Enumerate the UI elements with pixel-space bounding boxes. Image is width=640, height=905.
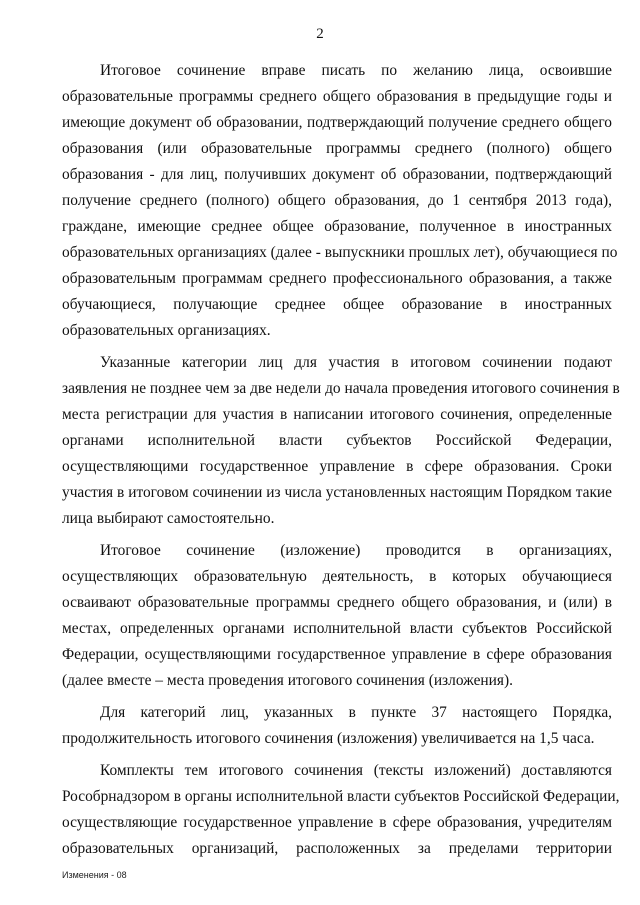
- text-line: Федерации, осуществляющими государственное управление в сфере образования: [62, 646, 612, 663]
- paragraph: [62, 758, 620, 862]
- text-line: образования - для лиц, получивших документ об образовании, подтверждающий: [62, 166, 612, 183]
- text-line: заявления не позднее чем за две недели до начала проведения итогового сочинения в: [62, 380, 620, 397]
- text-line: образования (или образовательные программы среднего (полного) общего: [62, 140, 612, 157]
- text-line: осваивают образовательные программы среднего общего образования, и (или) в: [62, 594, 612, 611]
- text-line: образовательных организациях.: [62, 322, 271, 339]
- paragraph: [62, 350, 620, 532]
- text-line: образовательным программам среднего профессионального образования, а также: [62, 270, 612, 287]
- text-line: участия в итоговом сочинении из числа установленных настоящим Порядком такие: [62, 484, 612, 501]
- text-line: имеющие документ об образовании, подтверждающий получение среднего общего: [62, 114, 612, 131]
- paragraph: [62, 58, 618, 344]
- text-line: органами исполнительной власти субъектов Российской Федерации,: [62, 432, 612, 449]
- text-line: образовательные программы среднего общего образования в предыдущие годы и: [62, 88, 612, 105]
- page-number: 2: [316, 26, 324, 42]
- text-line: местах, определенных органами исполнительной власти субъектов Российской: [62, 620, 612, 637]
- text-line: обучающиеся, получающие среднее общее образование в иностранных: [62, 296, 612, 313]
- text-line: Итоговое сочинение (изложение) проводится в организациях,: [100, 542, 612, 559]
- text-line: Указанные категории лиц для участия в итоговом сочинении подают: [100, 354, 612, 371]
- footer-note: Изменения - 08: [62, 870, 127, 880]
- text-line: продолжительность итогового сочинения (изложения) увеличивается на 1,5 часа.: [62, 730, 595, 747]
- text-line: получение среднего (полного) общего образования, до 1 сентября 2013 года),: [62, 192, 612, 209]
- text-line: образовательных организациях (далее - выпускники прошлых лет), обучающиеся по: [62, 244, 618, 261]
- text-line: места регистрации для участия в написании итогового сочинения, определенные: [62, 406, 612, 423]
- text-line: образовательных организаций, расположенных за пределами территории: [62, 840, 612, 857]
- text-line: Итоговое сочинение вправе писать по желанию лица, освоившие: [100, 62, 612, 79]
- text-line: лица выбирают самостоятельно.: [62, 510, 275, 527]
- text-line: осуществляющими государственное управление в сфере образования. Сроки: [62, 458, 612, 475]
- text-line: осуществляющих образовательную деятельность, в которых обучающиеся: [62, 568, 612, 585]
- text-line: Комплекты тем итогового сочинения (тексты изложений) доставляются: [100, 762, 612, 779]
- paragraph: [62, 538, 612, 694]
- text-line: граждане, имеющие среднее общее образование, полученное в иностранных: [62, 218, 612, 235]
- text-line: Рособрнадзором в органы исполнительной власти субъектов Российской Федерации,: [62, 788, 620, 805]
- text-line: Для категорий лиц, указанных в пункте 37 настоящего Порядка,: [100, 704, 612, 721]
- paragraph: [62, 700, 612, 752]
- document-body: [62, 58, 620, 868]
- text-line: осуществляющие государственное управление в сфере образования, учредителям: [62, 814, 612, 831]
- text-line: (далее вместе – места проведения итогового сочинения (изложения).: [62, 672, 513, 689]
